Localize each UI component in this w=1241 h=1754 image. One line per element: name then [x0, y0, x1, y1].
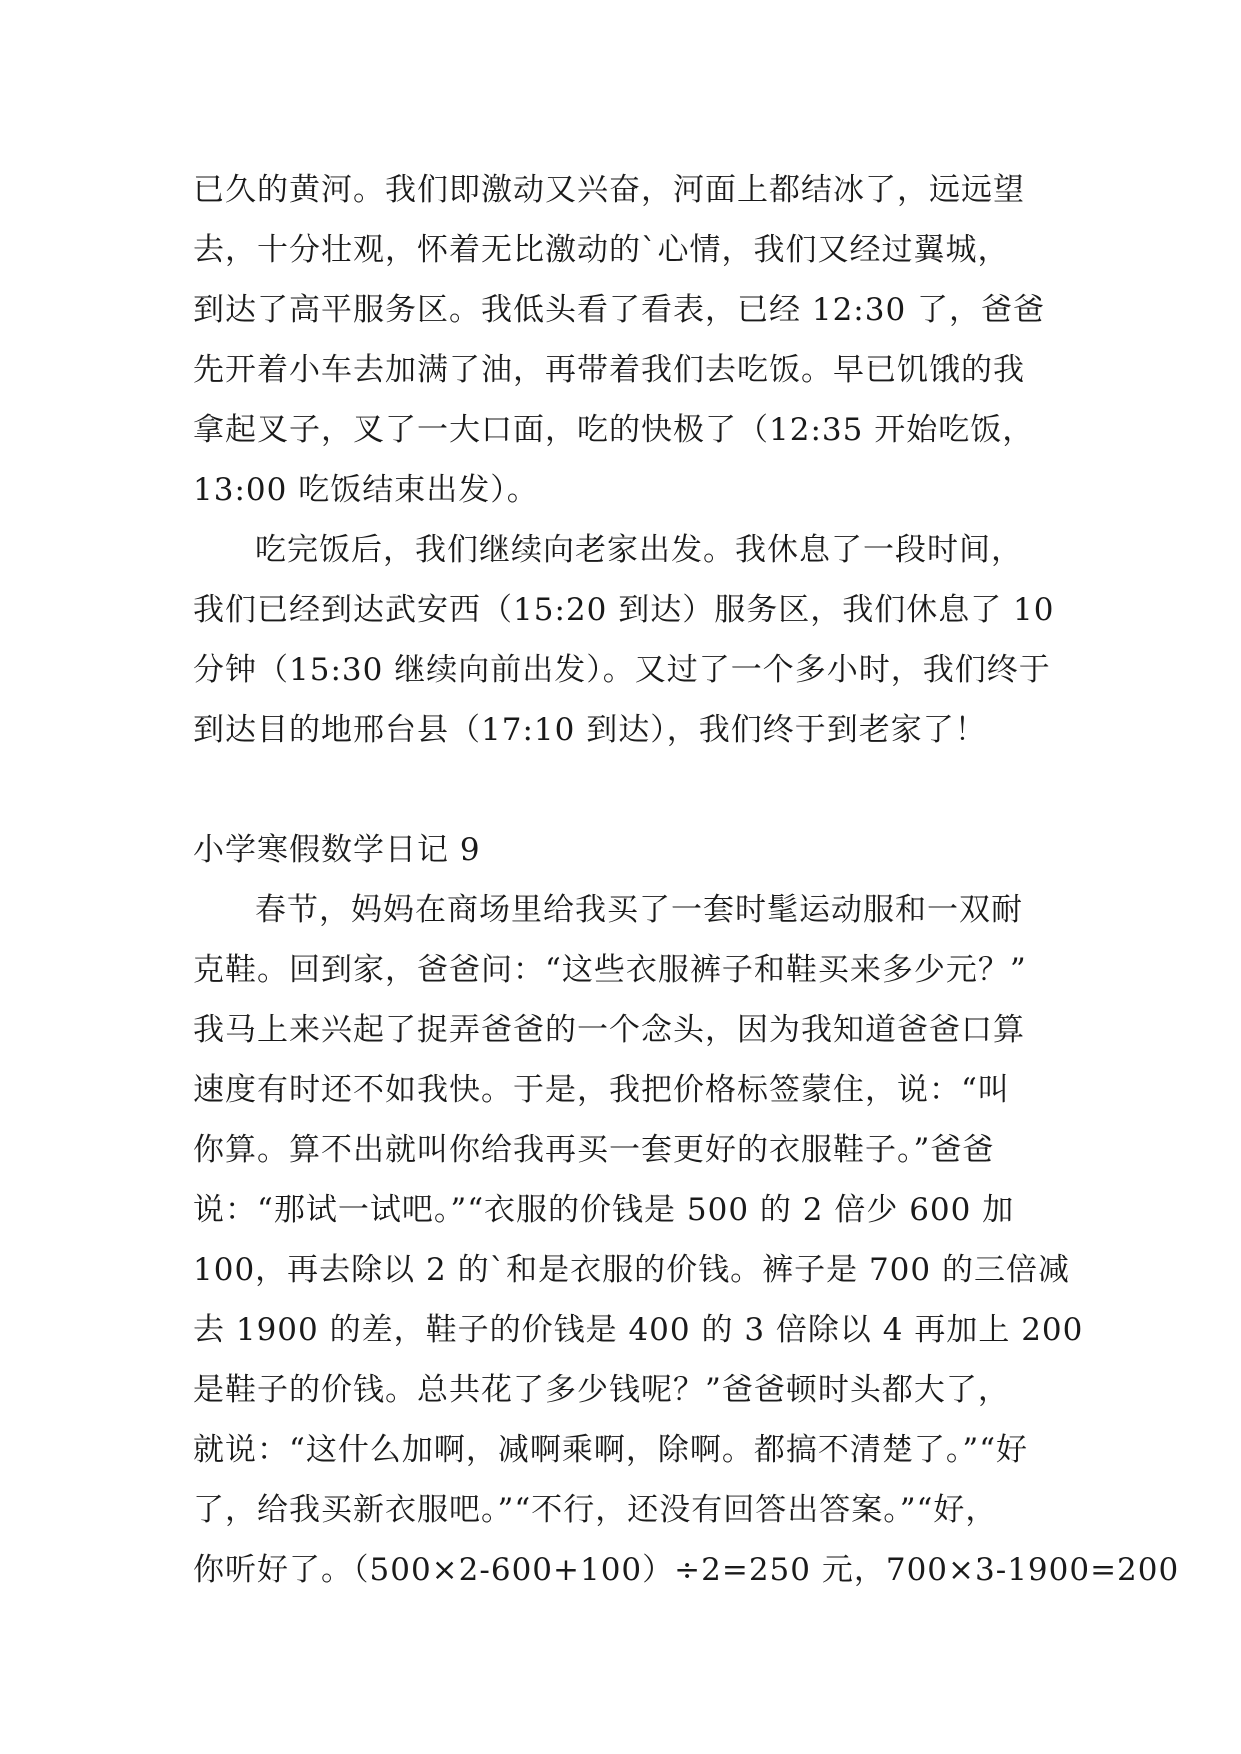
text-line: 已久的黄河。我们即激动又兴奋，河面上都结冰了，远远望 — [193, 172, 1025, 208]
paragraph-math-diary — [193, 880, 1180, 1600]
text-line: 克鞋。回到家，爸爸问：“这些衣服裤子和鞋买来多少元？” — [193, 952, 1027, 988]
text-line: 到达了高平服务区。我低头看了看表，已经 12:30 了，爸爸 — [193, 292, 1046, 328]
text-line: 拿起叉子，叉了一大口面，吃的快极了（12:35 开始吃饭， — [193, 412, 1035, 448]
text-line: 我马上来兴起了捉弄爸爸的一个念头，因为我知道爸爸口算 — [193, 1012, 1025, 1048]
text-line: 速度有时还不如我快。于是，我把价格标签蒙住，说：“叫 — [193, 1072, 1010, 1108]
text-line: 你算。算不出就叫你给我再买一套更好的衣服鞋子。”爸爸 — [193, 1132, 995, 1168]
section-spacer — [193, 760, 1053, 820]
text-line: 13:00 吃饭结束出发）。 — [193, 472, 539, 508]
text-line: 去，十分壮观，怀着无比激动的`心情，我们又经过翼城， — [193, 232, 1010, 268]
text-line: 我们已经到达武安西（15:20 到达）服务区，我们休息了 10 — [193, 592, 1055, 628]
text-line: 吃完饭后，我们继续向老家出发。我休息了一段时间， — [255, 532, 1023, 568]
text-line: 说：“那试一试吧。”“衣服的价钱是 500 的 2 倍少 600 加 — [193, 1192, 1015, 1228]
text-line: 分钟（15:30 继续向前出发）。又过了一个多小时，我们终于 — [193, 652, 1051, 688]
text-line: 了，给我买新衣服吧。”“不行，还没有回答出答案。”“好， — [193, 1492, 998, 1528]
text-line: 春节，妈妈在商场里给我买了一套时髦运动服和一双耐 — [255, 892, 1023, 928]
text-line: 就说：“这什么加啊，减啊乘啊，除啊。都搞不清楚了。”“好 — [193, 1432, 1029, 1468]
document-body — [193, 160, 1180, 1600]
paragraph-return-trip — [193, 520, 1053, 760]
text-line: 100，再去除以 2 的`和是衣服的价钱。裤子是 700 的三倍减 — [193, 1252, 1070, 1288]
text-line: 是鞋子的价钱。总共花了多少钱呢？”爸爸顿时头都大了， — [193, 1372, 1010, 1408]
paragraph-continued — [193, 160, 1053, 520]
text-line: 你听好了。（500×2-600+100）÷2=250 元，700×3-1900=200 — [193, 1552, 1180, 1588]
text-line: 到达目的地邢台县（17:10 到达），我们终于到老家了！ — [193, 712, 987, 748]
text-line: 去 1900 的差，鞋子的价钱是 400 的 3 倍除以 4 再加上 200 — [193, 1312, 1084, 1348]
text-line: 先开着小车去加满了油，再带着我们去吃饭。早已饥饿的我 — [193, 352, 1025, 388]
section-title: 小学寒假数学日记 9 — [193, 832, 481, 868]
